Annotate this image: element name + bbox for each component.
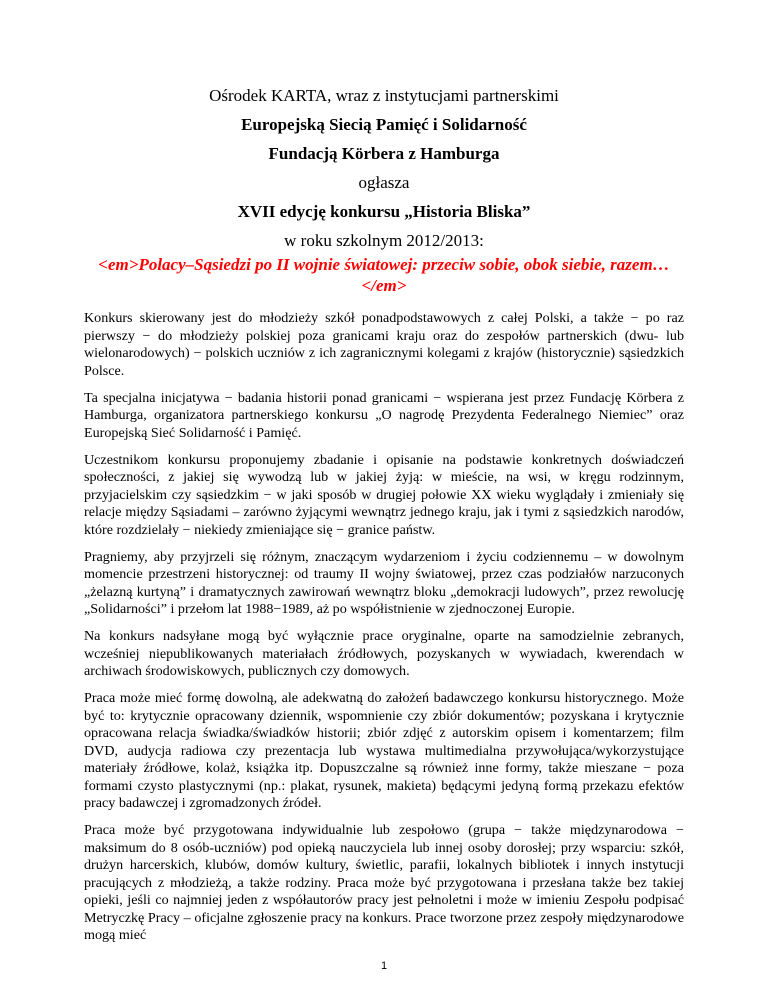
announcement-header [84,86,684,251]
announces-line: ogłasza [358,173,410,192]
page-number: 1 [380,960,388,972]
contest-edition-title: XVII edycję konkursu „Historia Bliska” [237,202,531,221]
paragraph-scope: Pragniemy, aby przyjrzeli się różnym, znaczącym wydarzeniom i życiu codziennemu – w dowolnym momencie przestrzeni historycznej: od traumy II wojny światowej, przez czas podziałów narzuconych „żelazną kurtyną” i dramatycznych zawirowań wewnątrz bloku „demokracji ludowych”, przez rewolucję „Solidarności” i przełom lat 1988−1989, aż po współistnienie w zjednoczonej Europie. [84,548,684,617]
document-body [84,310,684,945]
paragraph-form: Praca może mieć formę dowolną, ale adekwatną do założeń badawczego konkursu historycznego. Może być to: krytycznie opracowany dziennik, wspomnienie czy zbiór dokumentów; pozyskana i krytycznie opracowana relacja świadka/świadków historii; zbiór zdjęć z autorskim opisem i komentarzem; film DVD, audycja radiowa czy prezentacja lub wystawa multimedialna przywołująca/wykorzystujące materiały źródłowe, kolaż, książka itp. Dopuszczalne są również inne formy, także mieszane − poza formami czysto plastycznymi (np.: plakat, rysunek, makieta) będącymi jedyną formą przekazu efektów pracy badawczej i zgromadzonych źródeł. [84,690,684,811]
partner-foundation-line: Fundacją Körbera z Hamburga [268,144,500,163]
paragraph-audience: Konkurs skierowany jest do młodzieży szkół ponadpodstawowych z całej Polski, a także − po raz pierwszy − do młodzieży polskiej poza granicami kraju oraz do zespołów partnerskich (dwu- lub wielonarodowych) − polskich uczniów z ich zagranicznymi kolegami z krajów (historycznie) sąsiedzkich Polsce. [84,310,684,379]
paragraph-participation: Praca może być przygotowana indywidualnie lub zespołowo (grupa − także międzynarodowa − maksimum do 8 osób-uczniów) pod opieką nauczyciela lub innej osoby dorosłej; przy wsparciu: szkół, drużyn harcerskich, klubów, domów kultury, świetlic, parafii, lokalnych bibliotek i innych instytucji pracujących z młodzieżą, a także rodziny. Praca może być przygotowana i przesłana także bez takiej opieki, jeśli co najmniej jeden z współautorów pracy jest pełnoletni i może w imieniu Zespołu podpisać Metryczkę Pracy – oficjalne zgłoszenie pracy na konkurs. Prace tworzone przez zespoły międzynarodowe mogą mieć [84,822,684,943]
school-year-line: w roku szkolnym 2012/2013: [284,231,484,250]
contest-theme: <em>Polacy–Sąsiedzi po II wojnie światowej: przeciw sobie, obok siebie, razem…</em> [98,255,670,295]
organizer-line: Ośrodek KARTA, wraz z instytucjami partnerskimi [209,86,559,105]
paragraph-originality: Na konkurs nadsyłane mogą być wyłącznie prace oryginalne, oparte na samodzielnie zebranych, wcześniej niepublikowanych materiałach źródłowych, pozyskanych w wywiadach, kwerendach w archiwach środowiskowych, publicznych czy domowych. [84,628,684,679]
paragraph-proposal: Uczestnikom konkursu proponujemy zbadanie i opisanie na podstawie konkretnych doświadczeń społeczności, z jakiej się wywodzą lub w jakiej żyją: w mieście, na wsi, w kręgu rodzinnym, przyjacielskim czy sąsiedzkim − w jaki sposób w drugiej połowie XX wieku wyglądały i zmieniały się relacje między Sąsiadami – zarówno żyjącymi wewnątrz jednego kraju, jak i tymi z sąsiedzkich narodów, które rozdzielały − niekiedy zmieniające się − granice państw. [84,451,684,538]
paragraph-initiative: Ta specjalna inicjatywa − badania historii ponad granicami − wspierana jest przez Fundację Körbera z Hamburga, organizatora partnerskiego konkursu „O nagrodę Prezydenta Federalnego Niemiec” oraz Europejską Sieć Solidarność i Pamięć. [84,389,684,441]
partner-network-line: Europejską Siecią Pamięć i Solidarność [241,115,527,134]
